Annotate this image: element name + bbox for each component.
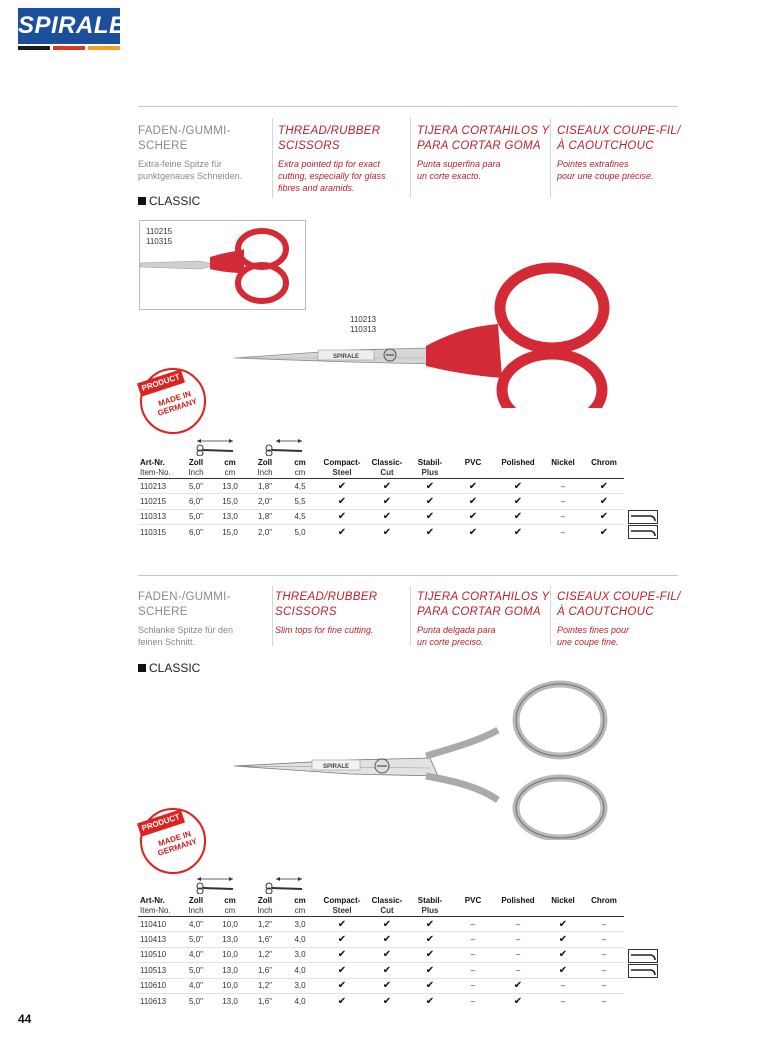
divider <box>410 586 411 646</box>
heading-es: TIJERA CORTAHILOS Y PARA CORTAR GOMA <box>417 591 550 618</box>
column-header-sublabel: Cut <box>380 468 394 477</box>
column-header <box>248 458 282 479</box>
classic-label <box>138 194 200 208</box>
table-cell: 2,0" <box>248 494 282 509</box>
column-header-sublabel <box>544 906 582 916</box>
table-cell: ✔ <box>318 494 366 509</box>
column-header-sublabel: cm <box>294 906 306 915</box>
square-bullet-icon <box>138 197 146 205</box>
table-cell: – <box>584 978 624 993</box>
main-item-codes: 110213 110313 <box>350 315 377 334</box>
table-cell: 13,0 <box>212 509 248 524</box>
table-cell: 13,0 <box>212 993 248 1008</box>
table-cell: 3,0 <box>282 978 318 993</box>
table-cell: 4,0" <box>180 947 212 962</box>
column-header-label: PVC <box>464 458 482 467</box>
table-cell: 1,2" <box>248 978 282 993</box>
column-header <box>180 896 212 917</box>
table-cell: ✔ <box>366 963 408 978</box>
column-header <box>542 896 584 917</box>
table-cell: 6,0" <box>180 525 212 540</box>
table-cell: – <box>494 947 542 962</box>
table-cell: – <box>452 978 494 993</box>
heading-de: FADEN-/GUMMI- SCHERE <box>138 591 231 618</box>
table-cell: ✔ <box>494 993 542 1008</box>
desc-en: Slim tops for fine cutting. <box>275 625 374 635</box>
table-row <box>138 917 624 932</box>
column-header-label: Art-Nr. <box>140 896 165 905</box>
table-cell: 4,0 <box>282 963 318 978</box>
column-header-sublabel <box>586 906 622 916</box>
item-number-cell: 110513 <box>138 963 180 978</box>
column-header-label: PVC <box>464 896 482 905</box>
table-cell: 5,0 <box>282 525 318 540</box>
logo-bar-red <box>53 46 85 50</box>
column-header <box>212 458 248 479</box>
column-header-label: Chrom <box>591 896 617 905</box>
table-cell: 13,0 <box>212 963 248 978</box>
column-header-sublabel: Inch <box>257 468 273 477</box>
column-header-label: Compact- <box>323 458 361 467</box>
section2-top-rule <box>138 575 678 576</box>
item-number-cell: 110213 <box>138 479 180 494</box>
column-header-sublabel: cm <box>224 468 236 477</box>
table-cell: 15,0 <box>212 494 248 509</box>
column-header-sublabel: cm <box>294 468 306 477</box>
table-cell: 3,0 <box>282 917 318 932</box>
blade-length-icon <box>262 876 306 894</box>
column-header <box>318 458 366 479</box>
column-header-label: Art-Nr. <box>140 458 165 467</box>
heading-fr: CISEAUX COUPE-FIL/ À CAOUTCHOUC <box>557 591 681 618</box>
column-header-label: Stabil- <box>417 458 443 467</box>
table-cell: ✔ <box>452 525 494 540</box>
table-cell: – <box>542 479 584 494</box>
table-row <box>138 978 624 993</box>
table-cell: ✔ <box>452 479 494 494</box>
desc-fr: Pointes fines pour une coupe fine. <box>557 625 630 647</box>
divider <box>272 586 273 646</box>
table-cell: 1,2" <box>248 947 282 962</box>
column-header <box>318 896 366 917</box>
column-header <box>366 458 408 479</box>
column-header-sublabel: Item-No. <box>140 468 171 477</box>
blade-length-icon <box>262 438 306 456</box>
item-number-cell: 110315 <box>138 525 180 540</box>
heading-fr: CISEAUX COUPE-FIL/ À CAOUTCHOUC <box>557 125 681 152</box>
table-cell: – <box>542 525 584 540</box>
table-cell: ✔ <box>366 947 408 962</box>
table-cell: ✔ <box>318 932 366 947</box>
desc-de: Schlanke Spitze für den feinen Schnitt. <box>138 625 234 647</box>
heading-en: THREAD/RUBBER SCISSORS <box>278 125 381 152</box>
table-row <box>138 479 624 494</box>
table-cell: ✔ <box>366 509 408 524</box>
table-header-row <box>138 458 624 479</box>
curved-blade-icon <box>628 525 658 539</box>
column-header-label: Compact- <box>323 896 361 905</box>
column-header-sublabel: Inch <box>188 906 204 915</box>
red-scissors-image <box>230 258 620 408</box>
logo-bar-black <box>18 46 50 50</box>
badge-made-in-germany-text: MADE IN GERMANY <box>156 829 199 858</box>
total-length-icon <box>193 438 237 456</box>
table-cell: ✔ <box>408 509 452 524</box>
desc-de: Extra-feine Spitze für punktgenaues Schneiden. <box>138 159 243 181</box>
table-cell: – <box>584 993 624 1008</box>
column-header-label: Chrom <box>591 458 617 467</box>
table-cell: 4,5 <box>282 509 318 524</box>
column-header <box>408 896 452 917</box>
badge-made-in-germany-text: MADE IN GERMANY <box>156 389 199 418</box>
table-cell: – <box>584 917 624 932</box>
table-cell: ✔ <box>408 978 452 993</box>
desc-en: Extra pointed tip for exact cutting, especially for glass fibres and aramids. <box>278 159 386 193</box>
column-header-label: cm <box>294 896 306 905</box>
table-cell: – <box>542 494 584 509</box>
column-header <box>212 896 248 917</box>
table-cell: ✔ <box>584 525 624 540</box>
table-cell: ✔ <box>542 932 584 947</box>
column-header <box>248 896 282 917</box>
classic-text: CLASSIC <box>149 194 201 208</box>
table-cell: 1,6" <box>248 932 282 947</box>
item-number-cell: 110610 <box>138 978 180 993</box>
table-cell: ✔ <box>318 963 366 978</box>
table-cell: ✔ <box>452 509 494 524</box>
desc-es: Punta superfina para un corte exacto. <box>417 159 501 181</box>
table-cell: ✔ <box>366 978 408 993</box>
column-header <box>138 896 180 917</box>
spirale-logo: SPIRALE <box>18 8 120 44</box>
table-cell: 3,0 <box>282 947 318 962</box>
column-header <box>452 896 494 917</box>
column-header-sublabel <box>454 906 492 916</box>
column-header <box>584 896 624 917</box>
column-header-label: Polished <box>501 458 535 467</box>
table-cell: ✔ <box>366 993 408 1008</box>
column-header-label: cm <box>224 458 236 467</box>
square-bullet-icon <box>138 664 146 672</box>
inset-item-codes: 110215 110315 <box>146 227 173 246</box>
table-cell: ✔ <box>494 509 542 524</box>
table-cell: ✔ <box>408 494 452 509</box>
column-header <box>452 458 494 479</box>
table-row <box>138 932 624 947</box>
table-cell: ✔ <box>366 494 408 509</box>
column-header <box>542 458 584 479</box>
table-row <box>138 509 624 524</box>
logo-bar-orange <box>88 46 120 50</box>
table-cell: – <box>494 932 542 947</box>
logo-color-bars <box>18 46 120 50</box>
column-header-sublabel: Inch <box>257 906 273 915</box>
table-cell: – <box>584 963 624 978</box>
table-cell: ✔ <box>318 525 366 540</box>
table-cell: 5,5 <box>282 494 318 509</box>
table-cell: ✔ <box>408 947 452 962</box>
column-header-sublabel <box>496 906 540 916</box>
column-header-sublabel <box>496 468 540 478</box>
table-cell: ✔ <box>408 525 452 540</box>
engraving-text: SPIRALE <box>332 354 360 360</box>
table-header-row <box>138 896 624 917</box>
column-header-label: Nickel <box>551 458 575 467</box>
column-header <box>494 458 542 479</box>
engraving-text: SPIRALE <box>322 764 350 770</box>
item-number-cell: 110510 <box>138 947 180 962</box>
table-cell: ✔ <box>408 917 452 932</box>
table-cell: – <box>494 963 542 978</box>
table-cell: ✔ <box>542 947 584 962</box>
curved-blade-icon <box>628 964 658 978</box>
table-cell: – <box>452 963 494 978</box>
item-number-cell: 110313 <box>138 509 180 524</box>
curved-blade-icon <box>628 510 658 524</box>
table-cell: ✔ <box>542 917 584 932</box>
table-cell: ✔ <box>318 947 366 962</box>
column-header-sublabel: Item-No. <box>140 906 171 915</box>
item-number-cell: 110410 <box>138 917 180 932</box>
table-cell: – <box>584 932 624 947</box>
divider <box>272 118 273 198</box>
column-header-sublabel <box>454 468 492 478</box>
column-header <box>494 896 542 917</box>
table-cell: ✔ <box>494 525 542 540</box>
column-header <box>408 458 452 479</box>
column-header-sublabel: Steel <box>332 468 352 477</box>
column-header-label: Classic- <box>371 896 403 905</box>
column-header-label: Stabil- <box>417 896 443 905</box>
table-cell: 1,2" <box>248 917 282 932</box>
made-in-germany-badge <box>140 368 206 434</box>
divider <box>410 118 411 198</box>
table-cell: – <box>494 917 542 932</box>
table-cell: ✔ <box>408 993 452 1008</box>
table-cell: 10,0 <box>212 947 248 962</box>
column-header-label: Zoll <box>257 896 273 905</box>
table-cell: – <box>542 993 584 1008</box>
table-cell: 5,0" <box>180 932 212 947</box>
table-cell: ✔ <box>408 963 452 978</box>
table-cell: – <box>584 947 624 962</box>
column-header-sublabel: Plus <box>421 906 439 915</box>
desc-es: Punta delgada para un corte preciso. <box>417 625 496 647</box>
column-header <box>584 458 624 479</box>
column-header-label: Zoll <box>188 458 204 467</box>
table-row <box>138 525 624 540</box>
table-cell: 4,0 <box>282 993 318 1008</box>
column-header-sublabel <box>544 468 582 478</box>
page-number: 44 <box>18 1012 32 1026</box>
table-cell: ✔ <box>366 479 408 494</box>
column-header-sublabel: Cut <box>380 906 394 915</box>
column-header <box>282 458 318 479</box>
table-row <box>138 963 624 978</box>
curved-blade-icon <box>628 949 658 963</box>
table-cell: 4,5 <box>282 479 318 494</box>
column-header-label: Classic- <box>371 458 403 467</box>
column-header-sublabel: Steel <box>332 906 352 915</box>
table-cell: 13,0 <box>212 932 248 947</box>
table-cell: – <box>452 947 494 962</box>
heading-en: THREAD/RUBBER SCISSORS <box>275 591 378 618</box>
table-cell: ✔ <box>494 494 542 509</box>
table-cell: ✔ <box>494 479 542 494</box>
table-cell: ✔ <box>542 963 584 978</box>
table-cell: ✔ <box>584 479 624 494</box>
section1-top-rule <box>138 106 678 107</box>
table-cell: 10,0 <box>212 917 248 932</box>
table-cell: ✔ <box>584 494 624 509</box>
table-cell: 15,0 <box>212 525 248 540</box>
classic-label <box>138 661 200 675</box>
column-header-sublabel: cm <box>224 906 236 915</box>
table-cell: ✔ <box>318 509 366 524</box>
made-in-germany-badge <box>140 808 206 874</box>
table-row <box>138 947 624 962</box>
table-cell: 4,0 <box>282 932 318 947</box>
table-cell: 10,0 <box>212 978 248 993</box>
table-cell: ✔ <box>318 479 366 494</box>
chrome-scissors-image <box>230 680 620 840</box>
classic-text: CLASSIC <box>149 661 201 675</box>
badge-product-text: PRODUCT <box>137 809 185 837</box>
table-cell: 1,8" <box>248 479 282 494</box>
table-cell: 5,0" <box>180 509 212 524</box>
table-cell: ✔ <box>366 917 408 932</box>
table-cell: 6,0" <box>180 494 212 509</box>
heading-es: TIJERA CORTAHILOS Y PARA CORTAR GOMA <box>417 125 550 152</box>
table-cell: – <box>542 509 584 524</box>
table-cell: 5,0" <box>180 963 212 978</box>
column-header-label: Zoll <box>257 458 273 467</box>
column-header <box>180 458 212 479</box>
table-cell: 2,0" <box>248 525 282 540</box>
column-header-sublabel: Plus <box>421 468 439 477</box>
column-header <box>282 896 318 917</box>
total-length-icon <box>193 876 237 894</box>
column-header-sublabel: Inch <box>188 468 204 477</box>
column-header-sublabel <box>586 468 622 478</box>
table-cell: ✔ <box>408 479 452 494</box>
table-cell: ✔ <box>318 917 366 932</box>
badge-product-text: PRODUCT <box>137 369 185 397</box>
table-cell: 1,8" <box>248 509 282 524</box>
table-row <box>138 494 624 509</box>
table-cell: – <box>452 993 494 1008</box>
table-cell: ✔ <box>366 932 408 947</box>
item-number-cell: 110613 <box>138 993 180 1008</box>
column-header-label: cm <box>224 896 236 905</box>
table-cell: – <box>452 917 494 932</box>
column-header-label: cm <box>294 458 306 467</box>
table-cell: ✔ <box>318 993 366 1008</box>
item-number-cell: 110215 <box>138 494 180 509</box>
spec-table-2 <box>138 896 624 1008</box>
table-cell: ✔ <box>408 932 452 947</box>
table-cell: 5,0" <box>180 993 212 1008</box>
table-cell: 4,0" <box>180 917 212 932</box>
table-cell: 4,0" <box>180 978 212 993</box>
table-cell: ✔ <box>584 509 624 524</box>
table-cell: ✔ <box>366 525 408 540</box>
column-header-label: Nickel <box>551 896 575 905</box>
table-row <box>138 993 624 1008</box>
desc-fr: Pointes extrafines pour une coupe précise. <box>557 159 654 181</box>
table-cell: 5,0" <box>180 479 212 494</box>
table-cell: 1,6" <box>248 993 282 1008</box>
table-cell: 1,6" <box>248 963 282 978</box>
column-header-label: Zoll <box>188 896 204 905</box>
table-cell: ✔ <box>452 494 494 509</box>
column-header-label: Polished <box>501 896 535 905</box>
spec-table-1 <box>138 458 624 540</box>
column-header <box>138 458 180 479</box>
table-cell: ✔ <box>318 978 366 993</box>
table-cell: – <box>452 932 494 947</box>
heading-de: FADEN-/GUMMI- SCHERE <box>138 125 231 152</box>
table-cell: – <box>542 978 584 993</box>
table-cell: ✔ <box>494 978 542 993</box>
item-number-cell: 110413 <box>138 932 180 947</box>
column-header <box>366 896 408 917</box>
table-cell: 13,0 <box>212 479 248 494</box>
